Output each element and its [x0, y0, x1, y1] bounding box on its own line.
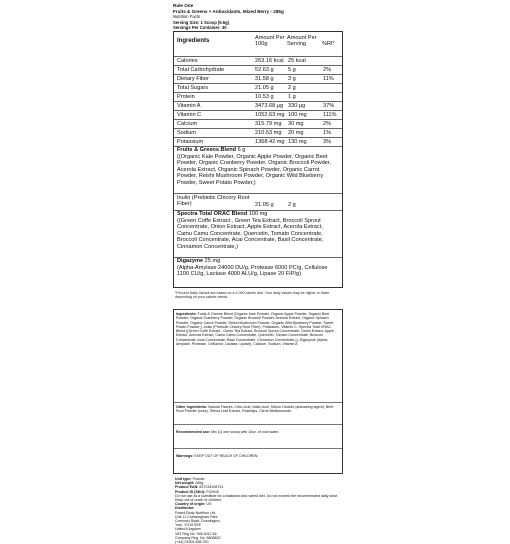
orac-blend: Spectra Total ORAC Blend 100 mg ((Green Coffe Extract , Green Tea Extract, Broccoli Sprout Concentrate, Onion Extract, Apple Extract, Acerola Extract, Camu Camu Concentrate, Quercetin, Tomato Concentrate, Broccoli Concentrate, Acai Concentrate, Basil Concentrate, Cinnamon Concentrate,): [177, 211, 324, 250]
warnings: Warnings: KEEP OUT OF REACH OF CHILDREN.: [176, 454, 259, 458]
distributor-address-line: VAT Reg No. 948 5412 46: [175, 531, 217, 536]
brand-name: Rule One: [173, 3, 194, 8]
label-header: [173, 3, 343, 31]
distributor-address-line: (+44) 01904 488 330: [175, 540, 209, 544]
distributor-address-line: Common Road, Dunnington,: [175, 519, 221, 524]
ingredients-paragraph: Ingredients: Fruits & Greens Blend (Organic Kale Powder, Organic Apple Powder, Organic Beet Powder, Organic Cranberry Powder, Organic Broccoli Powder, Acerola Extract, Organic Spinach Powder, Organic Carrot Powder, Reishi Mushroom Powder, Organic Wild Blueberry Powder, Sweet Potato Powder,), Inulin (Prebiotic Chicory Root Fiber), Potassium, Vitamin C, Spectra Total ORAC Blend ((Green Coffe Extract , Green Tea Extract, Broccoli Sprout Concentrate, Onion Extract, Apple Extract, Acerola Extract, Camu Camu Concentrate, Quercetin, Tomato Concentrate, Broccoli Concentrate, Acai Concentrate, Basil Concentrate, Cinnamon Concentrate,)), Digazyme (Alpha-Amylase, Protease, Cellulose, Lactase, Lipase), Calcium, Sodium, Vitamin A: [176, 312, 334, 347]
distributor-address-line: Potent Body Nutrition Ltd.: [175, 510, 216, 515]
recommended-use: Recommended use: Mix (1) one scoop with 10oz. of cold water.: [176, 430, 280, 434]
serving-size: Serving Size: 1 Scoop (9.5g): [173, 19, 230, 25]
distributor-address-line: York, YO19 5SE: [175, 523, 201, 528]
header-divider: [174, 56, 342, 57]
distributor-address-line: United Kingdom: [175, 527, 201, 532]
product-name: Fruits & Greens + Antioxidants, Mixed Berry - 285g: [173, 8, 284, 14]
distributor-address-line: Company Reg. No. 8808822: [175, 535, 221, 540]
nutrition-table: Ingredients Amount Per 100g Amount Per Serving %RI* Calories 263.16 kcal 25 kcal Total Carbohydrate 52.63 g 5 g 2% Dietary Fiber 31.58 g 3 g 11% Total Sugars 21.05 g 2 g Protein 10.53 g 1 g Vitamin A 3473.68 µg 330 µg 37% Vitamin C 1052.63 mg 100 mg 111% Calcium 315.79 mg 30 mg 2% Sodium 210.53 mg 20 mg 1% Potassium 1368.42 mg 130 mg 3% Fruits & Greens Blend 6 g ((Organic Kale Powder, Organic Apple Powder, Organic Beet Powder, Organic Cranberry Powder, Organic Broccoli Powder, Acerola Extract, Organic Spinach Powder, Organic Carrot Powder, Reishi Mushroom Powder, Organic Wild Blueberry Powder, Sweet Potato Powder,) Inulin (Prebiotic Chicory Root Fiber) 21.05 g 2 g Spectra Total ORAC Blend 100 mg ((Green Coffe Extract , Green Tea Extract, Broccoli Sprout Concentrate, Onion Extract, Apple Extract, Acerola Extract, Camu Camu Concentrate, Quercetin, Tomato Concentrate, Broccoli Concentrate, Acai Concentrate, Basil Concentrate, Cinnamon Concentrate,) Digazyme 25 mg (Alpha-Amylase 24000 DU/g, Protease 6000 PC/g, Cellulose 1100 CU/g, Lactase 4000 ALU/g, Lipase 20 FIP/g): [173, 31, 343, 288]
product-info: Unit type: Powder Net weight: 285g Product EAN: 837234108741 Product ID (SKU): P42943 Do not use as a substitute for a balanced and varied diet. Do not exceed the recommended daily dose. Keep out of reach of children. Country of origin: US Distributor: Potent Body Nutrition Ltd. Unit 11 Chessingham Park Common Road, Dunnington, York, YO19 5SE United Kingdom VAT Reg No. 948 5412 46 Company Reg. No. 8808822 (+44) 01904 488 330: [175, 477, 341, 544]
servings-per-container: Servings Per Container: 30: [173, 25, 227, 31]
other-ingredients-paragraph: Other Ingredients: Natural Flavors, Citric Acid, Malic Acid, Silicon Dioxide (anticaking agent), Beet Root Powder (color), Stevia Leaf Extract, Rosehips, Citrus Bioflavonoids.: [176, 405, 334, 414]
digazyme-blend: Digazyme 25 mg (Alpha-Amylase 24000 DU/g, Protease 6000 PC/g, Cellulose 1100 CU/g, Lactase 4000 ALU/g, Lipase 20 FIP/g): [177, 258, 328, 277]
ingredients-box: [173, 309, 343, 474]
daily-values-footnote: *Percent Daily Values are based on a 2,000 calorie diet. Your daily values may be higher or lower depending on your calorie needs.: [175, 291, 330, 300]
disclaimer: Do not use as a substitute for a balanced and varied diet. Do not exceed the recommended daily dose. Keep out of reach of children.: [175, 493, 339, 503]
col-per-serving: Amount Per Serving: [287, 35, 317, 48]
col-ri: %RI*: [322, 41, 335, 47]
fruits-greens-blend: Fruits & Greens Blend 6 g ((Organic Kale Powder, Organic Apple Powder, Organic Beet Powder, Organic Cranberry Powder, Organic Broccoli Powder, Acerola Extract, Organic Spinach Powder, Organic Carrot Powder, Reishi Mushroom Powder, Organic Wild Blueberry Powder, Sweet Potato Powder,): [177, 147, 331, 186]
col-ingredients: Ingredients: [177, 38, 210, 44]
col-per-100g: Amount Per 100g: [255, 35, 285, 48]
nutrition-facts-title: Nutrition Facts: [173, 14, 200, 20]
distributor-address-line: Unit 11 Chessingham Park: [175, 514, 218, 519]
